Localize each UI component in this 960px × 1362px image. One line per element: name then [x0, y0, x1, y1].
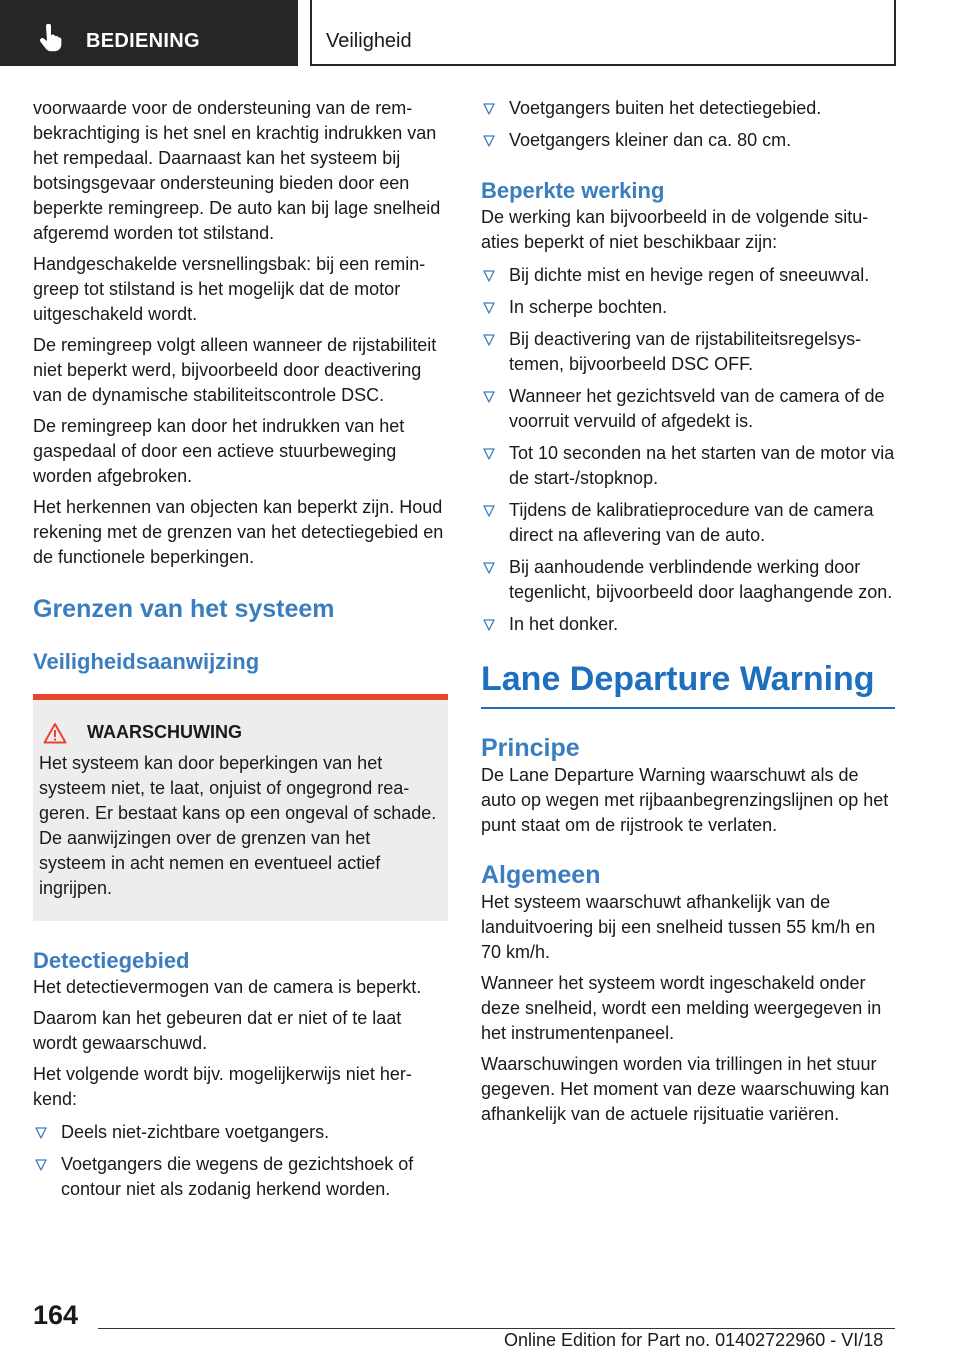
triangle-bullet-icon — [35, 1127, 47, 1139]
heading-algemeen: Algemeen — [481, 861, 601, 889]
triangle-bullet-icon — [483, 103, 495, 115]
paragraph: Het systeem waarschuwt afhankelijk van de landuitvoering bij een snelheid tussen 55 km/h en 70 km/h. — [481, 892, 876, 962]
heading-principe: Principe — [481, 734, 580, 762]
paragraph: De Lane Departure Warning waarschuwt als de auto op wegen met rijbaanbegrenzingslijnen op het punt staat om de rijstrook te verlaten. — [481, 765, 889, 835]
warning-text: Het systeem kan door beperkingen van het systeem niet, te laat, onjuist of ongegrond reageren. Er bestaat kans op een ongeval of schade. De aanwijzingen over de grenzen van het systeem in acht nemen en eventueel actief ingrijpen. — [39, 753, 437, 898]
subsection-box — [310, 0, 896, 66]
bullet-list — [481, 263, 895, 637]
page-header — [0, 0, 960, 66]
list-item: Bij deactivering van de rijstabiliteitsregelsystemen, bijvoorbeeld DSC OFF. — [481, 327, 895, 377]
left-column — [33, 96, 448, 1209]
paragraph: voorwaarde voor de ondersteuning van de rembekrachtiging is het snel en krachtig indrukken van het rempedaal. Daarnaast kan het systeem bij botsingsgevaar ondersteuning bieden door een beperkte remingreep. De auto kan bij lage snelheid afgeremd worden tot stilstand. — [33, 98, 441, 243]
list-item: Tijdens de kalibratieprocedure van de camera direct na aflevering van de auto. — [481, 498, 895, 548]
heading-veiligheidsaanwijzing: Veiligheidsaanwijzing — [33, 649, 260, 674]
paragraph: De remingreep volgt alleen wanneer de rijstabiliteit niet beperkt werd, bijvoorbeeld door deactivering van de dynamische stabiliteitscontrole DSC. — [33, 335, 437, 405]
paragraph: Wanneer het systeem wordt ingeschakeld onder deze snelheid, wordt een melding weergegeven in het instrumentenpaneel. — [481, 973, 882, 1043]
heading-beperkte-werking: Beperkte werking — [481, 178, 665, 203]
bullet-list — [33, 1120, 448, 1202]
list-item: In scherpe bochten. — [481, 295, 895, 320]
bullet-list — [481, 96, 895, 153]
triangle-bullet-icon — [35, 1159, 47, 1171]
list-item: In het donker. — [481, 612, 895, 637]
heading-lane-departure-warning: Lane Departure Warning — [481, 659, 895, 709]
warning-box — [33, 694, 448, 921]
section-tab — [0, 0, 298, 66]
list-item: Voetgangers buiten het detectiegebied. — [481, 96, 895, 121]
triangle-bullet-icon — [483, 562, 495, 574]
list-item: Voetgangers kleiner dan ca. 80 cm. — [481, 128, 895, 153]
warning-label: WAARSCHUWING — [87, 722, 242, 742]
paragraph: Het volgende wordt bijv. mogelijkerwijs niet herkend: — [33, 1064, 412, 1109]
heading-detectiegebied: Detectiegebied — [33, 948, 190, 973]
subsection-title: Veiligheid — [326, 30, 412, 52]
warning-title — [39, 720, 442, 745]
paragraph: Daarom kan het gebeuren dat er niet of te laat wordt gewaarschuwd. — [33, 1008, 402, 1053]
heading-grenzen: Grenzen van het systeem — [33, 595, 335, 623]
triangle-bullet-icon — [483, 391, 495, 403]
triangle-bullet-icon — [483, 302, 495, 314]
list-item: Deels niet-zichtbare voetgangers. — [33, 1120, 448, 1145]
footer-rule — [98, 1328, 895, 1329]
right-column — [481, 96, 895, 1133]
triangle-bullet-icon — [483, 448, 495, 460]
paragraph: Waarschuwingen worden via trillingen in het stuur gegeven. Het moment van deze waarschuwing kan afhankelijk van de actuele rijsituatie variëren. — [481, 1054, 890, 1124]
paragraph: Het detectievermogen van de camera is beperkt. — [33, 977, 422, 997]
list-item: Wanneer het gezichtsveld van de camera of de voorruit vervuild of afgedekt is. — [481, 384, 895, 434]
list-item: Voetgangers die wegens de gezichtshoek of contour niet als zodanig herkend worden. — [33, 1152, 448, 1202]
paragraph: De werking kan bijvoorbeeld in de volgende situaties beperkt of niet beschikbaar zijn: — [481, 207, 869, 252]
triangle-bullet-icon — [483, 334, 495, 346]
triangle-bullet-icon — [483, 505, 495, 517]
triangle-bullet-icon — [483, 270, 495, 282]
paragraph: Handgeschakelde versnellingsbak: bij een remingreep tot stilstand is het mogelijk dat de motor uitgeschakeld wordt. — [33, 254, 426, 324]
list-item: Tot 10 seconden na het starten van de motor via de start-/stopknop. — [481, 441, 895, 491]
triangle-bullet-icon — [483, 135, 495, 147]
list-item: Bij dichte mist en hevige regen of sneeuwval. — [481, 263, 895, 288]
paragraph: Het herkennen van objecten kan beperkt zijn. Houd rekening met de grenzen van het detectiegebied en de functionele beperkingen. — [33, 497, 444, 567]
list-item: Bij aanhoudende verblindende werking door tegenlicht, bijvoorbeeld door laaghangende zon. — [481, 555, 895, 605]
hand-pointer-icon — [38, 24, 64, 52]
section-title: BEDIENING — [86, 30, 200, 52]
warning-triangle-icon — [43, 722, 67, 744]
page-number: 164 — [33, 1300, 79, 1330]
footer-edition: Online Edition for Part no. 01402722960 - VI/18 — [504, 1330, 884, 1350]
triangle-bullet-icon — [483, 619, 495, 631]
paragraph: De remingreep kan door het indrukken van het gaspedaal of door een actieve stuurbeweging worden afgebroken. — [33, 416, 405, 486]
